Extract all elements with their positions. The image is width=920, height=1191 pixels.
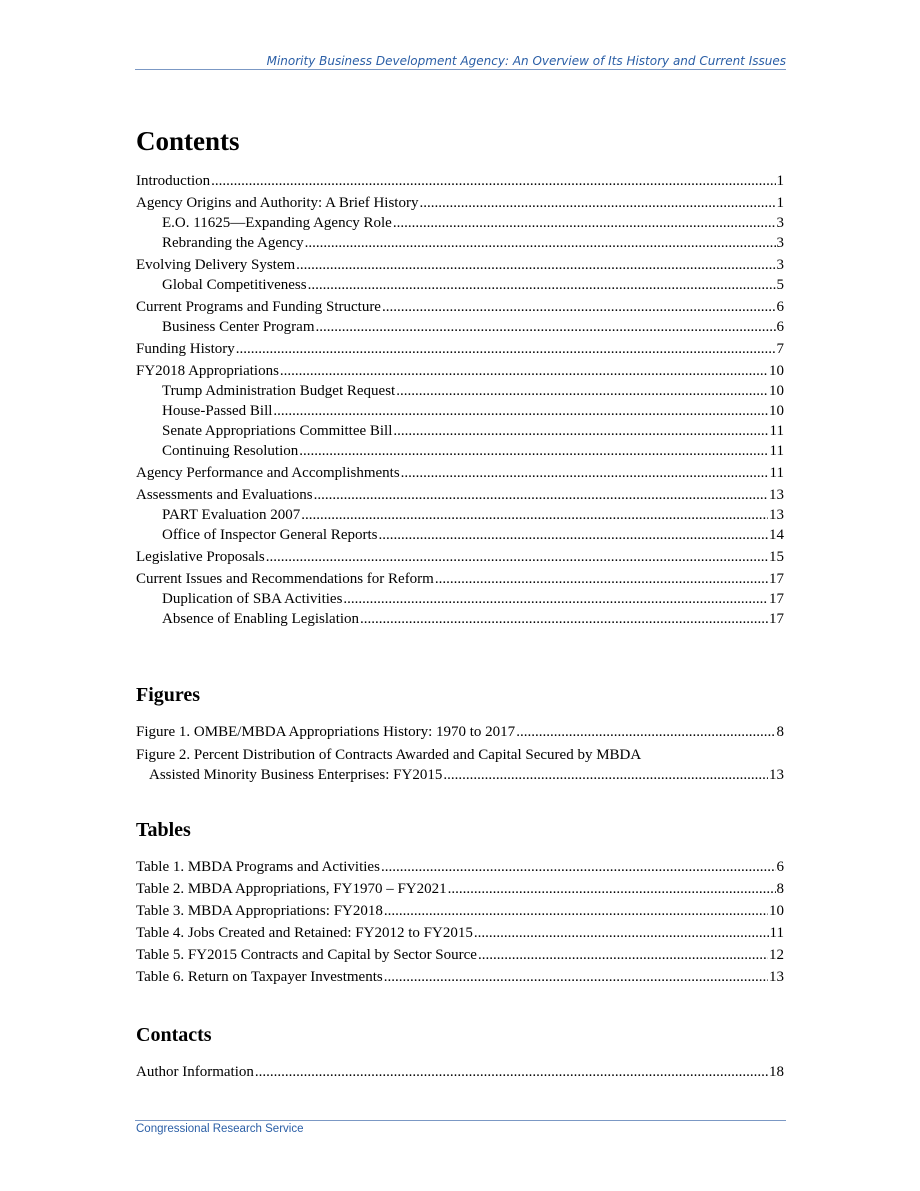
toc-entry-title: Table 2. MBDA Appropriations, FY1970 – FY2021 xyxy=(136,881,447,897)
toc-entry-table[interactable] xyxy=(136,945,784,965)
toc-entry-title: Table 1. MBDA Programs and Activities xyxy=(136,859,380,875)
toc-entry-title: PART Evaluation 2007 xyxy=(162,507,301,523)
toc-entry[interactable] xyxy=(136,361,784,381)
toc-entry-title: Legislative Proposals xyxy=(136,549,265,565)
toc-entry-title: Funding History xyxy=(136,341,235,357)
contacts-section xyxy=(136,1022,784,1082)
toc-entry-page: 3 xyxy=(776,215,784,231)
toc-entry-page: 11 xyxy=(769,423,784,439)
toc-entry[interactable] xyxy=(136,317,784,337)
toc-entry-page: 12 xyxy=(769,947,784,963)
tables-section xyxy=(136,817,784,987)
figures-heading: Figures xyxy=(136,684,201,706)
toc-entry-figure-1[interactable] xyxy=(136,722,784,742)
toc-entry-title-line1: Figure 2. Percent Distribution of Contracts Awarded and Capital Secured by MBDA xyxy=(136,747,642,763)
toc-entry[interactable] xyxy=(136,297,784,317)
toc-entry-page: 15 xyxy=(769,549,784,565)
toc-entry[interactable] xyxy=(136,255,784,275)
toc-entry-title: Table 4. Jobs Created and Retained: FY2012 to FY2015 xyxy=(136,925,473,941)
toc-entry[interactable] xyxy=(136,463,784,483)
contents-section xyxy=(136,125,784,629)
toc-entry-title-line2: Assisted Minority Business Enterprises: FY2015 xyxy=(149,767,443,783)
toc-entry-contact[interactable] xyxy=(136,1062,784,1082)
header-rule xyxy=(135,69,786,70)
toc-entry[interactable] xyxy=(136,233,784,253)
toc-entry[interactable] xyxy=(136,421,784,441)
toc-entry-title: Global Competitiveness xyxy=(162,277,307,293)
toc-entry-page: 11 xyxy=(769,443,784,459)
toc-entry-page: 17 xyxy=(769,611,784,627)
toc-entry[interactable] xyxy=(136,589,784,609)
toc-entry-page: 5 xyxy=(776,277,784,293)
toc-entry-page: 13 xyxy=(769,507,784,523)
toc-entry-title: Business Center Program xyxy=(162,319,315,335)
toc-entry-page: 13 xyxy=(769,767,784,783)
toc-entry-page: 3 xyxy=(776,257,784,273)
toc-entry-title: Trump Administration Budget Request xyxy=(162,383,396,399)
toc-entry-table[interactable] xyxy=(136,857,784,877)
toc-entry-page: 13 xyxy=(769,969,784,985)
toc-entry-page: 10 xyxy=(769,363,784,379)
tables-heading: Tables xyxy=(136,819,191,841)
toc-entry-title: Continuing Resolution xyxy=(162,443,299,459)
toc-entry[interactable] xyxy=(136,569,784,589)
toc-entry-title: Current Issues and Recommendations for Reform xyxy=(136,571,434,587)
contacts-heading: Contacts xyxy=(136,1024,212,1046)
toc-entry-table[interactable] xyxy=(136,879,784,899)
tables-list xyxy=(136,857,784,987)
toc-entry-page: 3 xyxy=(776,235,784,251)
toc-entry-title: Table 3. MBDA Appropriations: FY2018 xyxy=(136,903,383,919)
contacts-list xyxy=(136,1062,784,1082)
toc-entry-title: Senate Appropriations Committee Bill xyxy=(162,423,393,439)
toc-entry-table[interactable] xyxy=(136,967,784,987)
contents-list xyxy=(136,171,784,629)
toc-entry-title: Evolving Delivery System xyxy=(136,257,296,273)
toc-entry[interactable] xyxy=(136,193,784,213)
toc-entry-page: 7 xyxy=(776,341,784,357)
toc-entry-page: 17 xyxy=(769,591,784,607)
toc-entry-title: Rebranding the Agency xyxy=(162,235,304,251)
toc-entry-title: Duplication of SBA Activities xyxy=(162,591,343,607)
toc-entry-page: 8 xyxy=(776,724,784,740)
toc-entry-page: 6 xyxy=(776,319,784,335)
toc-entry[interactable] xyxy=(136,381,784,401)
toc-entry-page: 10 xyxy=(769,383,784,399)
toc-entry[interactable] xyxy=(136,339,784,359)
toc-entry[interactable] xyxy=(136,485,784,505)
footer-text: Congressional Research Service xyxy=(136,1123,304,1135)
toc-entry-title: Table 5. FY2015 Contracts and Capital by Sector Source xyxy=(136,947,477,963)
toc-entry-title: Office of Inspector General Reports xyxy=(162,527,378,543)
toc-entry-title: Figure 1. OMBE/MBDA Appropriations History: 1970 to 2017 xyxy=(136,724,516,740)
toc-entry-title: E.O. 11625—Expanding Agency Role xyxy=(162,215,392,231)
toc-entry-page: 8 xyxy=(776,881,784,897)
toc-entry-page: 11 xyxy=(769,465,784,481)
toc-entry-page: 11 xyxy=(769,925,784,941)
toc-entry-page: 10 xyxy=(769,403,784,419)
footer-rule xyxy=(135,1120,786,1121)
toc-entry-title: Introduction xyxy=(136,173,211,189)
toc-entry-title: House-Passed Bill xyxy=(162,403,273,419)
toc-entry-title: Table 6. Return on Taxpayer Investments xyxy=(136,969,383,985)
contents-heading: Contents xyxy=(136,126,240,156)
figures-list xyxy=(136,722,784,785)
toc-entry[interactable] xyxy=(136,171,784,191)
running-header: Minority Business Development Agency: An Overview of Its History and Current Issues xyxy=(266,54,786,68)
toc-entry-page: 18 xyxy=(769,1064,784,1080)
toc-entry-page: 6 xyxy=(776,859,784,875)
toc-entry-page: 10 xyxy=(769,903,784,919)
toc-entry-figure-2[interactable] xyxy=(136,745,784,785)
toc-entry-page: 6 xyxy=(776,299,784,315)
toc-entry-title: Author Information xyxy=(136,1064,254,1080)
toc-entry-page: 13 xyxy=(769,487,784,503)
toc-entry-title: Assessments and Evaluations xyxy=(136,487,313,503)
toc-entry-table[interactable] xyxy=(136,901,784,921)
toc-entry-page: 1 xyxy=(776,173,784,189)
toc-entry[interactable] xyxy=(136,275,784,295)
toc-entry-page: 17 xyxy=(769,571,784,587)
toc-entry-page: 14 xyxy=(769,527,784,543)
toc-entry-title: Agency Performance and Accomplishments xyxy=(136,465,400,481)
toc-entry-page: 1 xyxy=(776,195,784,211)
toc-entry[interactable] xyxy=(136,525,784,545)
toc-entry[interactable] xyxy=(136,547,784,567)
toc-entry-title: FY2018 Appropriations xyxy=(136,363,279,379)
toc-entry-title: Absence of Enabling Legislation xyxy=(162,611,360,627)
toc-entry-title: Agency Origins and Authority: A Brief History xyxy=(136,195,419,211)
toc-entry[interactable] xyxy=(136,213,784,233)
toc-entry[interactable] xyxy=(136,401,784,421)
toc-entry-title: Current Programs and Funding Structure xyxy=(136,299,381,315)
figures-section xyxy=(136,682,784,785)
toc-entry-table[interactable] xyxy=(136,923,784,943)
toc-entry[interactable] xyxy=(136,441,784,461)
toc-entry[interactable] xyxy=(136,609,784,629)
toc-entry[interactable] xyxy=(136,505,784,525)
